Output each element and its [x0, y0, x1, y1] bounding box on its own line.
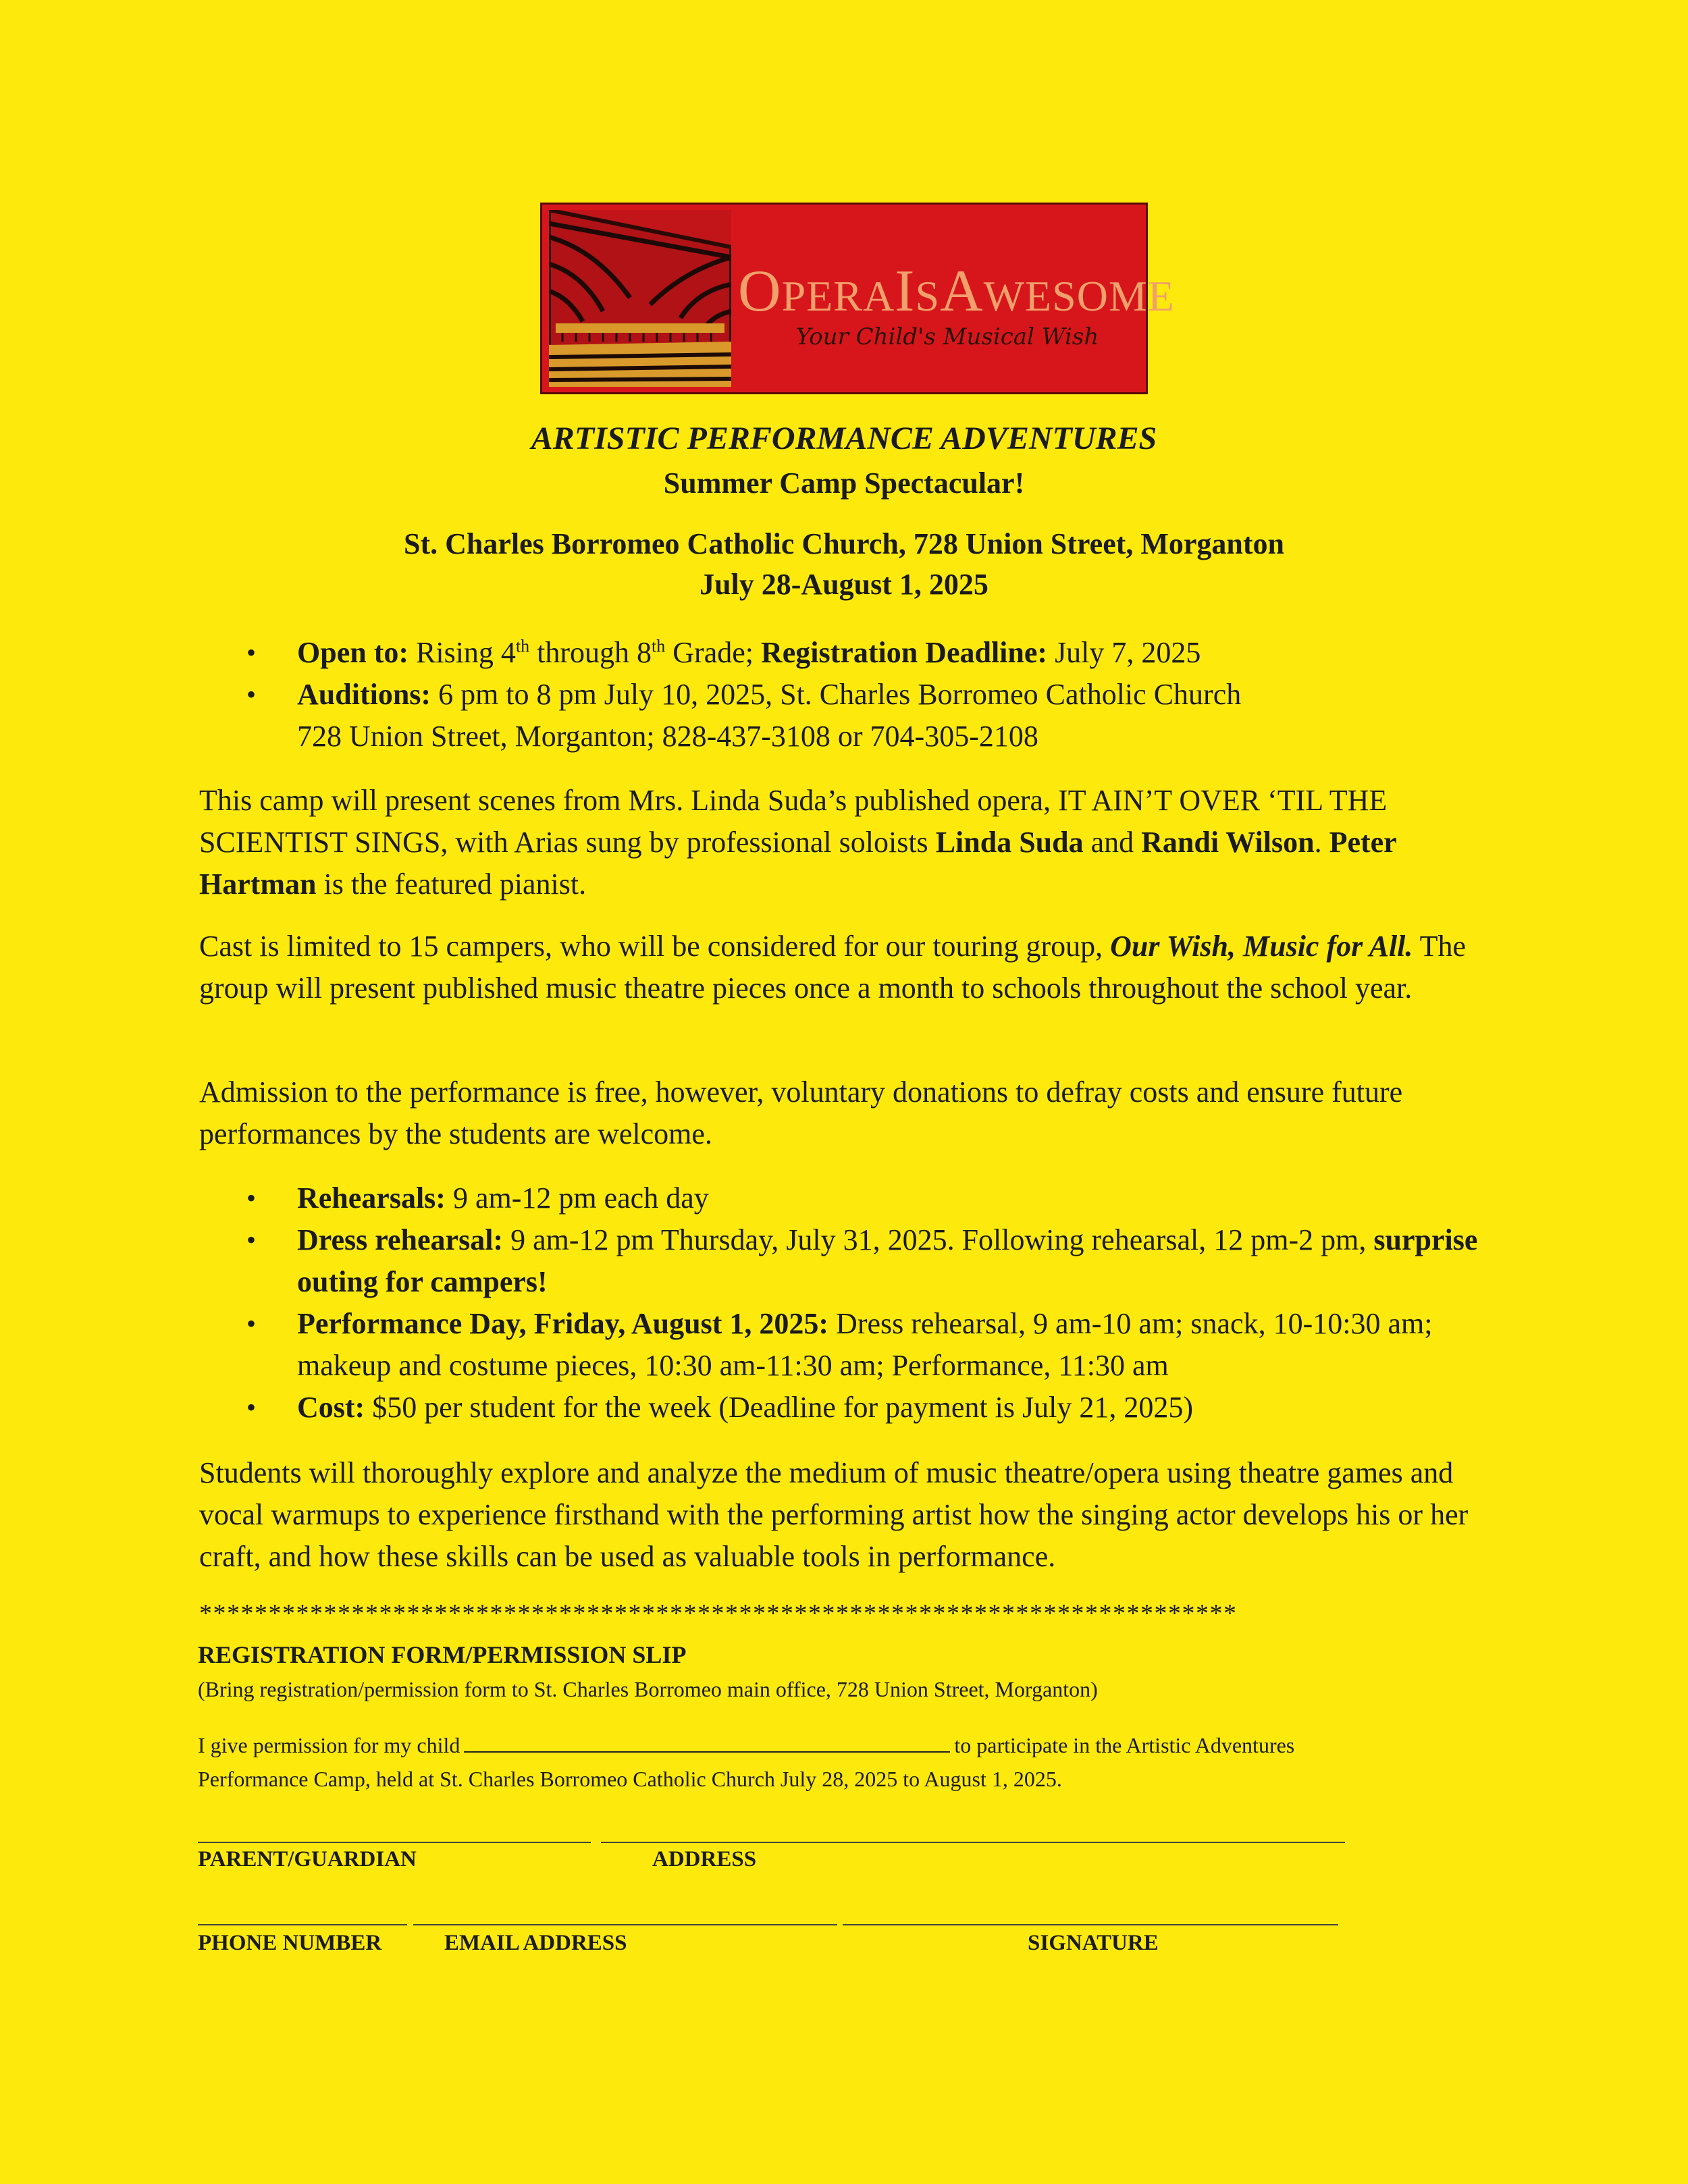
list-item: • Open to: Rising 4th through 8th Grade; Registration Deadline: July 7, 2025: [246, 636, 1201, 669]
signature-label: SIGNATURE: [1028, 1931, 1159, 1955]
cast-description: Cast is limited to 15 campers, who will be considered for our touring group, Our Wish, Music for All. The group will present published music theatre pieces once a month to schools throughout the school year.: [199, 930, 1467, 1005]
star-separator: ***************************************************************************: [199, 1599, 1238, 1628]
eligibility-list: [246, 632, 1496, 757]
admission-note: Admission to the performance is free, however, voluntary donations to defray costs and ensure future performances by the students are welcome.: [199, 1075, 1403, 1150]
logo-title: OPERAISAWESOME: [738, 259, 1175, 324]
theater-curtain-icon: [549, 210, 731, 387]
camp-description: Students will thoroughly explore and analyze the medium of music theatre/opera using theatre games and vocal warmups to experience firsthand with the performing artist how the singing actor develops his or her craft, and how these skills can be used as valuable tools in performance.: [199, 1456, 1469, 1573]
email-address-label: EMAIL ADDRESS: [444, 1931, 627, 1955]
list-item: • Performance Day, Friday, August 1, 2025: Dress rehearsal, 9 am-10 am; snack, 10-10:30 am; makeup and costume pieces, 10:30 am-11:30 am; Performance, 11:30 am: [246, 1307, 1433, 1382]
signature-field[interactable]: [843, 1924, 1338, 1925]
form-title: REGISTRATION FORM/PERMISSION SLIP: [198, 1641, 687, 1668]
opera-logo: [540, 203, 1175, 394]
page-title: ARTISTIC PERFORMANCE ADVENTURES: [531, 421, 1157, 456]
address-field[interactable]: [601, 1842, 1345, 1843]
page-subtitle: Summer Camp Spectacular!: [663, 467, 1025, 500]
phone-number-label: PHONE NUMBER: [198, 1931, 382, 1955]
event-dates: July 28-August 1, 2025: [700, 568, 988, 601]
event-location: St. Charles Borromeo Catholic Church, 728 Union Street, Morganton: [403, 527, 1285, 560]
child-name-field[interactable]: [464, 1731, 950, 1753]
parent-guardian-label: PARENT/GUARDIAN: [198, 1847, 417, 1871]
parent-guardian-field[interactable]: [198, 1842, 591, 1843]
list-item: • Auditions: 6 pm to 8 pm July 10, 2025, St. Charles Borromeo Catholic Church 728 Union Street, Morganton; 828-437-3108 or 704-305-2108: [246, 678, 1242, 753]
email-address-field[interactable]: [413, 1924, 837, 1925]
list-item: • Cost: $50 per student for the week (Deadline for payment is July 21, 2025): [246, 1391, 1194, 1424]
logo-tagline: Your Child's Musical Wish: [795, 323, 1099, 350]
list-item: • Dress rehearsal: 9 am-12 pm Thursday, July 31, 2025. Following rehearsal, 12 pm-2 pm, surprise outing for campers!: [246, 1223, 1478, 1298]
opera-description: This camp will present scenes from Mrs. Linda Suda’s published opera, IT AIN’T OVER ‘TIL THE SCIENTIST SINGS, with Arias sung by professional soloists Linda Suda and Randi Wilson. Peter Hartman is the featured pianist.: [199, 784, 1396, 901]
permission-statement: I give permission for my child to participate in the Artistic Adventures Performance Camp, held at St. Charles Borromeo Catholic Church July 28, 2025 to August 1, 2025.: [198, 1728, 1494, 1796]
address-label: ADDRESS: [652, 1847, 757, 1871]
list-item: • Rehearsals: 9 am-12 pm each day: [246, 1181, 709, 1215]
phone-number-field[interactable]: [198, 1924, 407, 1925]
schedule-list: [246, 1177, 1496, 1429]
form-note: (Bring registration/permission form to St. Charles Borromeo main office, 728 Union Street, Morganton): [198, 1677, 1098, 1701]
